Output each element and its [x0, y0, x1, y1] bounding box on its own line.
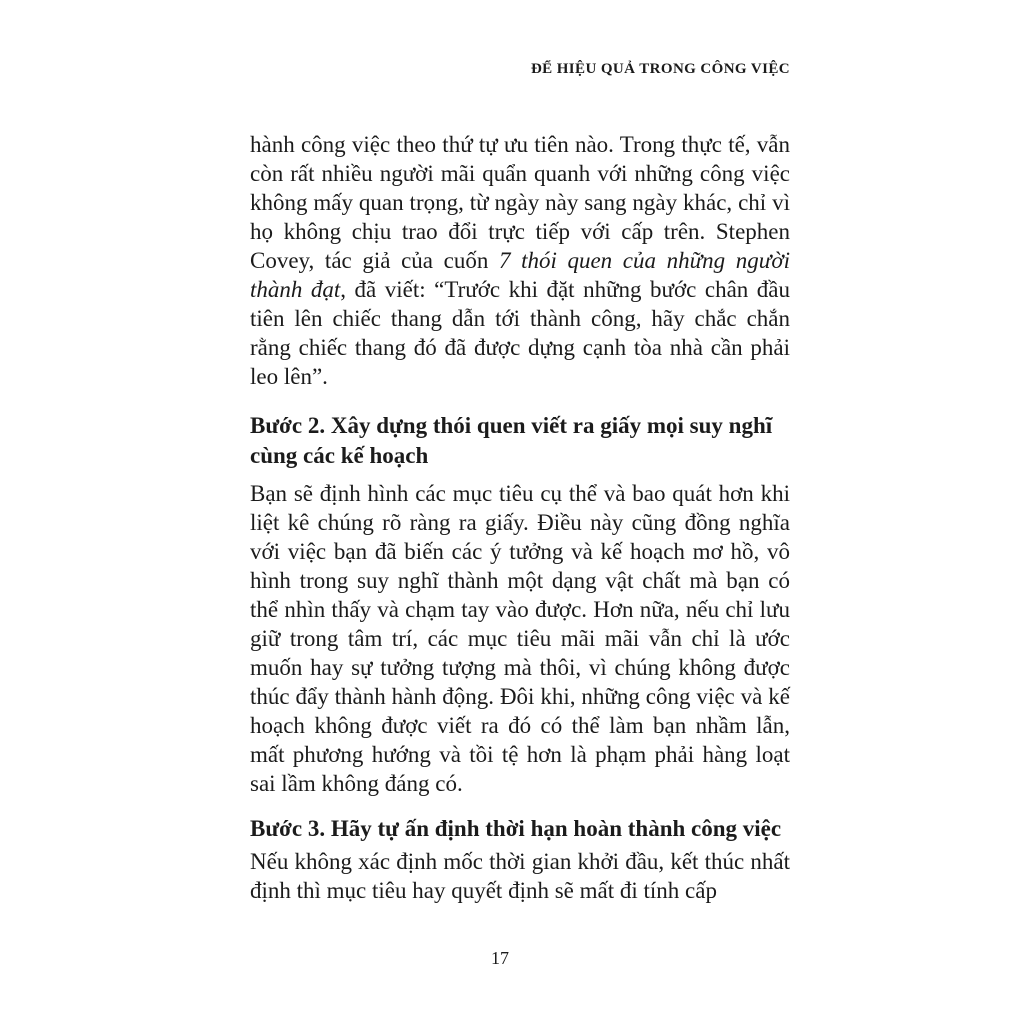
- section-heading-step-3: Bước 3. Hãy tự ấn định thời hạn hoàn thành công việc: [250, 816, 782, 841]
- paragraph-step-2-body: Bạn sẽ định hình các mục tiêu cụ thể và bao quát hơn khi liệt kê chúng rõ ràng ra giấy. Điều này cũng đồng nghĩa với việc bạn đã biến các ý tưởng và kế hoạch mơ hồ, vô hình trong suy nghĩ thành một dạng vật chất mà bạn có thể nhìn thấy và chạm tay vào được. Hơn nữa, nếu chỉ lưu giữ trong tâm trí, các mục tiêu mãi mãi vẫn chỉ là ước muốn hay sự tưởng tượng mà thôi, vì chúng không được thúc đẩy thành hành động. Đôi khi, những công việc và kế hoạch không được viết ra đó có thể làm bạn nhầm lẫn, mất phương hướng và tồi tệ hơn là phạm phải hàng loạt sai lầm không đáng có.: [250, 481, 790, 796]
- section-heading-step-2: Bước 2. Xây dựng thói quen viết ra giấy mọi suy nghĩ cùng các kế hoạch: [250, 413, 773, 468]
- paragraph-step-3-body: Nếu không xác định mốc thời gian khởi đầu, kết thúc nhất định thì mục tiêu hay quyết định sẽ mất đi tính cấp: [250, 849, 790, 903]
- book-title-citation: 7 thói quen của những người thành đạt: [250, 248, 791, 302]
- paragraph-continuation: [250, 130, 790, 391]
- page-number: 17: [491, 948, 509, 968]
- paragraph-text-before-citation: hành công việc theo thứ tự ưu tiên nào. Trong thực tế, vẫn còn rất nhiều người mãi quẩn quanh với những công việc không mấy quan trọng, từ ngày này sang ngày khác, chỉ vì họ không chịu trao đổi trực tiếp với cấp trên. Stephen Covey, tác giả của cuốn: [250, 132, 790, 273]
- paragraph-text-after-citation: , đã viết: “Trước khi đặt những bước chân đầu tiên lên chiếc thang dẫn tới thành công, hãy chắc chắn rằng chiếc thang đó đã được dựng cạnh tòa nhà cần phải leo lên”.: [250, 277, 791, 389]
- running-header: ĐỂ HIỆU QUẢ TRONG CÔNG VIỆC: [530, 61, 790, 77]
